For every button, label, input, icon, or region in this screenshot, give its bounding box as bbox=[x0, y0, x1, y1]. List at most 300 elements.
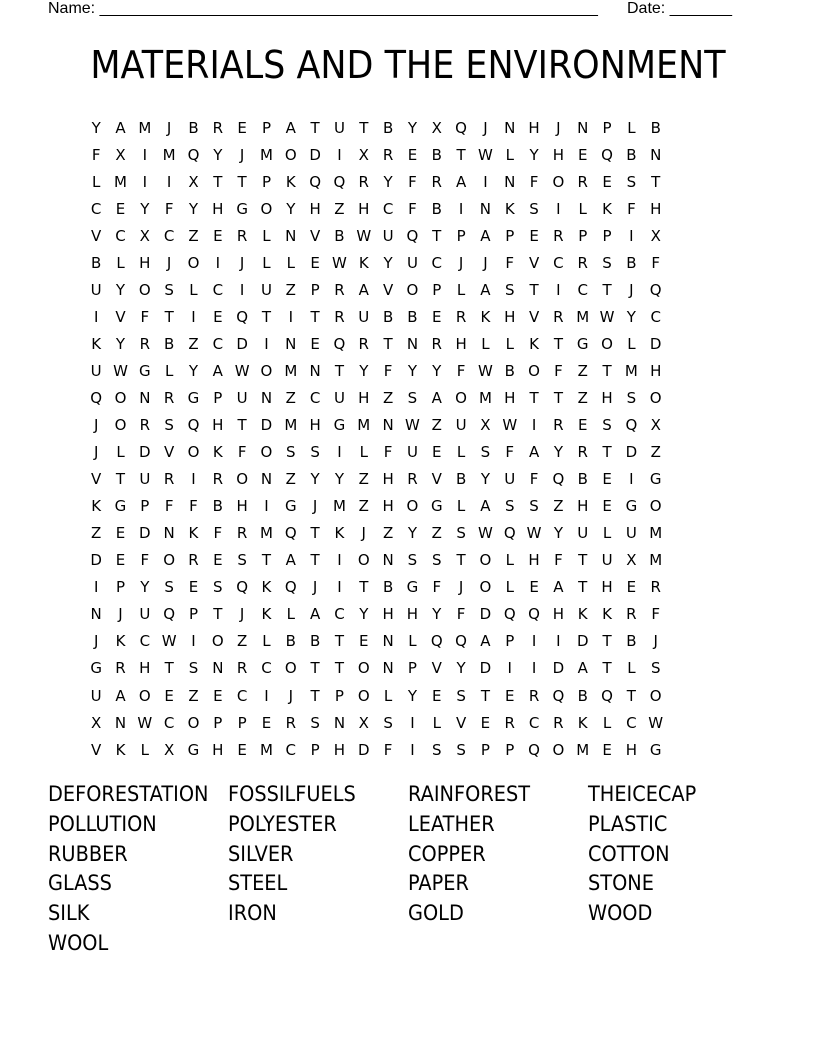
grid-letter: R bbox=[334, 280, 345, 299]
grid-letter: C bbox=[212, 280, 224, 299]
grid-letter: J bbox=[312, 578, 318, 597]
grid-letter: C bbox=[139, 632, 151, 651]
grid-letter: A bbox=[285, 551, 296, 570]
grid-letter: G bbox=[576, 334, 589, 353]
grid-letter: I bbox=[410, 713, 415, 732]
grid-letter: S bbox=[237, 551, 247, 570]
grid-letter: B bbox=[309, 632, 321, 651]
grid-letter: T bbox=[164, 659, 174, 678]
grid-letter: D bbox=[479, 659, 492, 678]
grid-letter: R bbox=[626, 605, 637, 624]
grid-letter: E bbox=[310, 253, 320, 272]
grid-letter: K bbox=[602, 199, 612, 218]
grid-letter: E bbox=[213, 226, 223, 245]
grid-letter: X bbox=[431, 118, 442, 137]
grid-letter: N bbox=[163, 524, 175, 543]
grid-letter: W bbox=[502, 416, 518, 435]
grid-letter: R bbox=[577, 172, 588, 191]
grid-letter: T bbox=[213, 605, 223, 624]
grid-letter: K bbox=[577, 605, 588, 624]
grid-letter: S bbox=[602, 253, 612, 272]
grid-letter: K bbox=[91, 497, 102, 516]
grid-letter: V bbox=[115, 307, 126, 326]
grid-letter: Y bbox=[407, 361, 418, 380]
grid-letter: E bbox=[480, 713, 491, 732]
grid-row bbox=[84, 222, 732, 249]
grid-letter: V bbox=[91, 740, 102, 759]
grid-letter: I bbox=[215, 253, 221, 272]
grid-letter: T bbox=[432, 226, 442, 245]
grid-letter: D bbox=[576, 632, 589, 651]
grid-letter: F bbox=[383, 740, 393, 759]
word-list-item: POLYESTER bbox=[228, 811, 337, 836]
grid-letter: X bbox=[626, 551, 637, 570]
grid-letter: S bbox=[626, 388, 637, 407]
grid-letter: F bbox=[651, 605, 661, 624]
name-field: Name: ________________________________________________________ bbox=[48, 0, 598, 17]
grid-letter: J bbox=[239, 605, 245, 624]
grid-letter: A bbox=[115, 686, 126, 705]
grid-letter: N bbox=[577, 118, 589, 137]
grid-letter: K bbox=[188, 524, 199, 543]
grid-letter: G bbox=[187, 388, 200, 407]
grid-letter: S bbox=[626, 172, 637, 191]
grid-letter: G bbox=[236, 199, 248, 218]
grid-letter: F bbox=[140, 551, 150, 570]
grid-letter: N bbox=[406, 334, 419, 353]
grid-letter: Y bbox=[432, 361, 442, 380]
grid-row bbox=[84, 709, 732, 736]
grid-letter: L bbox=[505, 551, 514, 570]
grid-letter: L bbox=[627, 118, 636, 137]
grid-letter: C bbox=[626, 713, 637, 732]
grid-letter: Z bbox=[431, 524, 442, 543]
grid-letter: Q bbox=[187, 145, 200, 164]
grid-letter: H bbox=[358, 199, 370, 218]
grid-letter: N bbox=[114, 713, 127, 732]
grid-letter: N bbox=[212, 659, 224, 678]
grid-letter: E bbox=[602, 740, 612, 759]
grid-letter: F bbox=[554, 361, 563, 380]
grid-letter: E bbox=[505, 686, 515, 705]
grid-letter: M bbox=[259, 524, 273, 543]
grid-letter: K bbox=[285, 172, 296, 191]
grid-letter: L bbox=[481, 334, 490, 353]
grid-letter: H bbox=[504, 388, 516, 407]
grid-letter: L bbox=[140, 740, 149, 759]
grid-letter: P bbox=[115, 578, 126, 597]
grid-letter: I bbox=[93, 307, 99, 326]
grid-letter: Y bbox=[480, 470, 490, 489]
grid-letter: P bbox=[188, 605, 198, 624]
grid-letter: A bbox=[309, 605, 321, 624]
grid-letter: C bbox=[528, 713, 540, 732]
grid-row bbox=[84, 141, 732, 168]
grid-letter: F bbox=[237, 443, 247, 462]
grid-row bbox=[84, 249, 732, 276]
grid-letter: M bbox=[649, 524, 663, 543]
grid-letter: F bbox=[456, 605, 466, 624]
grid-letter: I bbox=[531, 416, 537, 435]
grid-letter: I bbox=[556, 199, 561, 218]
grid-letter: Y bbox=[91, 118, 101, 137]
grid-letter: H bbox=[382, 497, 394, 516]
grid-letter: P bbox=[310, 280, 320, 299]
grid-letter: M bbox=[478, 388, 492, 407]
grid-letter: V bbox=[431, 470, 442, 489]
grid-letter: I bbox=[93, 578, 99, 597]
grid-letter: L bbox=[627, 659, 636, 678]
grid-letter: J bbox=[118, 605, 123, 624]
grid-row bbox=[84, 736, 732, 763]
grid-letter: H bbox=[601, 388, 613, 407]
grid-letter: T bbox=[261, 551, 272, 570]
grid-letter: Q bbox=[455, 118, 467, 137]
grid-letter: Q bbox=[236, 307, 249, 326]
grid-letter: T bbox=[456, 145, 466, 164]
grid-letter: H bbox=[504, 307, 516, 326]
grid-letter: G bbox=[649, 740, 662, 759]
grid-letter: V bbox=[91, 226, 102, 245]
grid-letter: E bbox=[213, 551, 223, 570]
grid-letter: H bbox=[650, 361, 662, 380]
grid-letter: R bbox=[650, 578, 661, 597]
grid-letter: L bbox=[602, 713, 612, 732]
grid-letter: Y bbox=[407, 686, 418, 705]
grid-letter: R bbox=[553, 226, 564, 245]
date-field: Date: _______ bbox=[627, 0, 732, 17]
grid-letter: D bbox=[139, 524, 151, 543]
grid-letter: A bbox=[285, 118, 296, 137]
grid-letter: O bbox=[552, 740, 565, 759]
grid-letter: Q bbox=[528, 605, 540, 624]
grid-letter: Q bbox=[552, 686, 565, 705]
grid-letter: O bbox=[649, 497, 662, 516]
letter-grid bbox=[84, 114, 732, 763]
grid-letter: Y bbox=[553, 524, 563, 543]
grid-letter: Y bbox=[310, 470, 320, 489]
grid-letter: J bbox=[458, 253, 464, 272]
grid-letter: B bbox=[431, 145, 442, 164]
grid-letter: P bbox=[602, 226, 612, 245]
grid-letter: Z bbox=[553, 497, 564, 516]
grid-letter: A bbox=[553, 578, 564, 597]
grid-letter: W bbox=[137, 713, 153, 732]
grid-letter: Z bbox=[188, 226, 199, 245]
grid-letter: V bbox=[309, 226, 321, 245]
grid-letter: F bbox=[213, 524, 223, 543]
grid-letter: Q bbox=[601, 686, 613, 705]
grid-letter: R bbox=[212, 118, 224, 137]
grid-letter: X bbox=[91, 713, 102, 732]
grid-letter: L bbox=[383, 686, 393, 705]
word-list-item: PLASTIC bbox=[588, 811, 668, 836]
grid-letter: Q bbox=[284, 524, 297, 543]
grid-letter: R bbox=[358, 334, 369, 353]
grid-letter: B bbox=[650, 118, 661, 137]
grid-letter: C bbox=[553, 253, 564, 272]
grid-letter: H bbox=[212, 416, 224, 435]
grid-letter: M bbox=[162, 145, 176, 164]
grid-letter: Z bbox=[431, 416, 442, 435]
grid-letter: A bbox=[455, 172, 467, 191]
grid-letter: R bbox=[236, 524, 248, 543]
grid-letter: N bbox=[260, 470, 273, 489]
grid-letter: S bbox=[456, 740, 466, 759]
grid-letter: Q bbox=[333, 172, 346, 191]
grid-letter: Z bbox=[358, 470, 369, 489]
grid-letter: G bbox=[430, 497, 443, 516]
grid-letter: X bbox=[650, 416, 661, 435]
grid-letter: H bbox=[309, 416, 321, 435]
grid-letter: H bbox=[333, 740, 346, 759]
grid-letter: L bbox=[189, 280, 198, 299]
grid-letter: O bbox=[357, 551, 370, 570]
grid-letter: I bbox=[191, 470, 196, 489]
grid-letter: Y bbox=[286, 199, 296, 218]
grid-letter: J bbox=[239, 145, 245, 164]
grid-letter: L bbox=[456, 497, 466, 516]
grid-letter: Z bbox=[188, 686, 199, 705]
grid-letter: Y bbox=[188, 199, 199, 218]
grid-letter: P bbox=[456, 226, 466, 245]
grid-letter: Y bbox=[456, 659, 466, 678]
grid-letter: S bbox=[383, 713, 393, 732]
grid-letter: Q bbox=[503, 605, 516, 624]
grid-letter: K bbox=[212, 443, 223, 462]
grid-letter: V bbox=[528, 253, 540, 272]
grid-letter: I bbox=[531, 632, 537, 651]
grid-letter: K bbox=[334, 524, 345, 543]
grid-letter: U bbox=[260, 280, 272, 299]
grid-letter: T bbox=[626, 686, 636, 705]
grid-letter: O bbox=[260, 361, 273, 380]
grid-letter: K bbox=[577, 713, 588, 732]
grid-letter: E bbox=[602, 497, 612, 516]
word-list-item: POLLUTION bbox=[48, 811, 157, 836]
grid-letter: W bbox=[648, 713, 664, 732]
grid-letter: Y bbox=[115, 334, 126, 353]
grid-letter: M bbox=[114, 172, 127, 191]
grid-letter: Y bbox=[359, 605, 369, 624]
grid-letter: O bbox=[357, 659, 370, 678]
word-list-item: DEFORESTATION bbox=[48, 782, 209, 806]
grid-letter: T bbox=[310, 307, 320, 326]
grid-letter: Y bbox=[626, 307, 636, 326]
grid-letter: U bbox=[406, 253, 418, 272]
grid-letter: Y bbox=[334, 470, 345, 489]
grid-letter: T bbox=[310, 659, 320, 678]
grid-letter: C bbox=[163, 713, 175, 732]
grid-letter: P bbox=[237, 713, 247, 732]
grid-letter: R bbox=[334, 307, 345, 326]
grid-letter: I bbox=[556, 632, 561, 651]
grid-letter: W bbox=[526, 524, 542, 543]
grid-row bbox=[84, 655, 732, 682]
grid-letter: N bbox=[650, 145, 662, 164]
grid-letter: E bbox=[237, 118, 247, 137]
grid-letter: I bbox=[337, 443, 342, 462]
grid-letter: Q bbox=[552, 470, 565, 489]
grid-letter: Q bbox=[649, 280, 662, 299]
grid-letter: B bbox=[431, 199, 442, 218]
grid-letter: W bbox=[332, 253, 347, 272]
grid-letter: O bbox=[406, 280, 419, 299]
grid-letter: Y bbox=[383, 172, 393, 191]
grid-letter: B bbox=[407, 307, 418, 326]
grid-letter: Q bbox=[236, 578, 249, 597]
grid-letter: S bbox=[431, 740, 442, 759]
grid-letter: G bbox=[187, 740, 200, 759]
grid-letter: O bbox=[187, 713, 200, 732]
grid-letter: O bbox=[260, 199, 273, 218]
grid-letter: T bbox=[602, 659, 612, 678]
grid-letter: T bbox=[334, 632, 345, 651]
grid-letter: T bbox=[334, 361, 345, 380]
grid-letter: Q bbox=[430, 632, 443, 651]
grid-letter: H bbox=[528, 551, 540, 570]
grid-letter: A bbox=[528, 443, 540, 462]
grid-letter: T bbox=[115, 470, 126, 489]
grid-letter: I bbox=[166, 172, 172, 191]
grid-letter: T bbox=[529, 280, 539, 299]
grid-letter: X bbox=[650, 226, 661, 245]
word-list-item: RUBBER bbox=[48, 841, 128, 866]
word-list-item: COPPER bbox=[408, 841, 486, 866]
grid-letter: S bbox=[456, 524, 466, 543]
grid-letter: W bbox=[477, 145, 493, 164]
grid-letter: K bbox=[529, 334, 539, 353]
grid-letter: E bbox=[237, 740, 247, 759]
grid-letter: E bbox=[213, 686, 223, 705]
grid-row bbox=[84, 574, 732, 601]
grid-letter: T bbox=[310, 118, 320, 137]
grid-letter: Z bbox=[285, 470, 296, 489]
grid-letter: G bbox=[406, 578, 419, 597]
grid-letter: F bbox=[554, 551, 563, 570]
grid-letter: B bbox=[285, 632, 296, 651]
grid-letter: I bbox=[288, 307, 293, 326]
grid-letter: W bbox=[234, 361, 250, 380]
grid-letter: R bbox=[188, 551, 199, 570]
grid-letter: O bbox=[649, 686, 662, 705]
grid-letter: C bbox=[285, 740, 297, 759]
grid-letter: L bbox=[116, 253, 125, 272]
grid-letter: A bbox=[577, 659, 588, 678]
grid-letter: X bbox=[358, 145, 369, 164]
word-list-item: PAPER bbox=[408, 871, 469, 896]
grid-letter: U bbox=[601, 551, 613, 570]
grid-letter: W bbox=[599, 307, 615, 326]
grid-letter: M bbox=[332, 497, 346, 516]
grid-letter: V bbox=[164, 443, 175, 462]
grid-letter: R bbox=[577, 253, 588, 272]
grid-letter: R bbox=[553, 416, 564, 435]
grid-letter: H bbox=[528, 118, 540, 137]
grid-letter: Y bbox=[432, 605, 442, 624]
grid-letter: X bbox=[188, 172, 199, 191]
grid-letter: K bbox=[480, 307, 491, 326]
grid-letter: A bbox=[358, 280, 369, 299]
grid-letter: S bbox=[529, 199, 539, 218]
grid-letter: K bbox=[504, 199, 515, 218]
grid-letter: J bbox=[629, 280, 634, 299]
grid-letter: N bbox=[285, 226, 297, 245]
grid-letter: O bbox=[187, 443, 200, 462]
grid-letter: T bbox=[529, 388, 539, 407]
grid-letter: V bbox=[91, 470, 102, 489]
grid-letter: J bbox=[361, 524, 366, 543]
grid-letter: L bbox=[164, 361, 174, 380]
grid-letter: X bbox=[358, 713, 369, 732]
grid-letter: A bbox=[480, 280, 491, 299]
grid-letter: G bbox=[333, 416, 346, 435]
grid-letter: I bbox=[337, 145, 342, 164]
grid-letter: H bbox=[552, 145, 565, 164]
grid-letter: E bbox=[602, 470, 612, 489]
word-list-item: IRON bbox=[228, 901, 277, 926]
grid-row bbox=[84, 330, 732, 357]
grid-letter: K bbox=[91, 334, 102, 353]
grid-letter: O bbox=[138, 686, 151, 705]
grid-letter: P bbox=[334, 686, 344, 705]
grid-letter: K bbox=[358, 253, 369, 272]
grid-letter: R bbox=[528, 686, 540, 705]
grid-letter: N bbox=[382, 416, 394, 435]
grid-letter: S bbox=[213, 578, 223, 597]
grid-letter: U bbox=[333, 118, 345, 137]
grid-letter: Y bbox=[359, 361, 369, 380]
grid-letter: P bbox=[261, 172, 271, 191]
grid-letter: A bbox=[480, 226, 491, 245]
grid-letter: U bbox=[90, 361, 102, 380]
grid-letter: R bbox=[407, 470, 418, 489]
grid-letter: G bbox=[649, 470, 662, 489]
grid-letter: S bbox=[504, 280, 515, 299]
grid-letter: I bbox=[629, 226, 634, 245]
grid-letter: T bbox=[164, 307, 174, 326]
grid-letter: E bbox=[432, 686, 442, 705]
grid-letter: E bbox=[529, 578, 539, 597]
grid-row bbox=[84, 520, 732, 547]
grid-letter: R bbox=[577, 443, 588, 462]
grid-letter: J bbox=[93, 443, 99, 462]
grid-letter: R bbox=[236, 659, 248, 678]
grid-letter: L bbox=[578, 199, 587, 218]
grid-letter: T bbox=[578, 578, 588, 597]
word-list-item: STONE bbox=[588, 871, 654, 896]
grid-letter: O bbox=[552, 172, 565, 191]
grid-letter: Y bbox=[529, 145, 539, 164]
grid-letter: U bbox=[625, 524, 637, 543]
grid-letter: B bbox=[455, 470, 467, 489]
grid-letter: H bbox=[236, 497, 248, 516]
grid-letter: O bbox=[211, 632, 224, 651]
grid-letter: U bbox=[139, 470, 151, 489]
grid-letter: P bbox=[505, 226, 515, 245]
grid-letter: S bbox=[407, 551, 418, 570]
word-list-item: STEEL bbox=[228, 871, 288, 896]
grid-letter: M bbox=[576, 307, 590, 326]
grid-letter: J bbox=[239, 253, 245, 272]
grid-letter: A bbox=[480, 497, 491, 516]
grid-letter: S bbox=[164, 578, 174, 597]
grid-letter: D bbox=[309, 145, 321, 164]
grid-letter: T bbox=[383, 334, 393, 353]
grid-row bbox=[84, 439, 732, 466]
word-list-item: GOLD bbox=[408, 901, 464, 926]
grid-letter: E bbox=[310, 334, 320, 353]
